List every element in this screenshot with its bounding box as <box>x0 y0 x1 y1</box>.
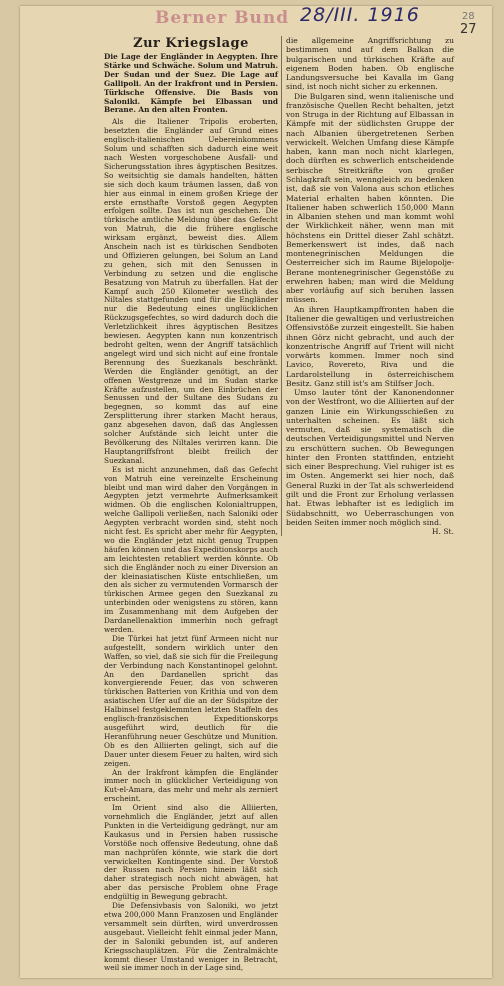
article-paragraph: Es ist nicht anzunehmen, daß das Gefecht von Matruh eine vereinzelte Erscheinung bleibt und man wird daher den Vorgängen in Aegypten jetzt vermehrte Aufmerksamkeit widmen. Ob die englischen Kolonialtruppen, welche Gallipoli verließen, nach Saloniki oder Aegypten verbracht worden sind, steht noch nicht fest. Es spricht aber mehr für Aegypten, wo die Engländer jetzt nicht genug Truppen häufen können und das Expeditionskorps auch am leichtesten retabliert werden könnte. Ob sich die Engländer noch zu einer Diversion an der kleinasiatischen Küste entschließen, um den als sicher zu vermutenden Vormarsch der türkischen Armee gegen den Suezkanal zu unterbinden oder wenigstens zu stören, kann im Zusammenhang mit dem Aufgeben der Dardanellenaktion immerhin noch gefragt werden. <box>104 464 278 634</box>
handwritten-page-top: 28 <box>461 11 475 22</box>
article-paragraph: die allgemeine Angriffsrichtung zu bestimmen und auf dem Balkan die bulgarischen und türkischen Kräfte auf eigenem Boden haben. Ob englische Landungsversuche bei Kavalla im Gang sind, ist noch nicht sicher zu erkennen. <box>286 36 454 92</box>
article-lead: Die Lage der Engländer in Aegypten. Ihre Stärke und Schwäche. Solum und Matruh. Der Sudan und der Suez. Die Lage auf Gallipoli. An der Irakfront und in Persien. Türkische Offensive. Die Basis von Saloniki. Kämpfe bei Elbassan und Berane. An den alten Fronten. <box>104 52 278 115</box>
handwritten-page-number <box>460 10 477 36</box>
article-paragraph: Umso lauter tönt der Kanonendonner von der Westfront, wo die Alliierten auf der ganzen Linie ein Wirkungsschießen zu unterhalten scheinen. Es läßt sich vermuten, daß sie systematisch die deutschen Verteidigungsmittel und Nerven zu erschüttern suchen. Ob Bewegungen hinter den Fronten stattfinden, entzieht sich einer Besprechung. Viel ruhiger ist es im Osten. Angemerkt sei hier noch, daß General Ruzki in der Tat als schwerleidend gilt und die Front zur Erholung verlassen hat. Etwas lebhafter ist es lediglich im Südabschnitt, wo Ueberraschungen von beiden Seiten immer noch möglich sind. <box>286 388 454 527</box>
article-paragraph: An der Irakfront kämpfen die Engländer immer noch in glücklicher Verteidigung von Kut-el-Amara, das mehr und mehr als zerniert erscheint. <box>104 767 278 804</box>
article-paragraph: Die Bulgaren sind, wenn italienische und französische Quellen Recht behalten, jetzt von Struga in der Richtung auf Elbassan in Kämpfe mit der südlichsten Gruppe der nach Albanien übergetretenen Serben verwickelt. Welchen Umfang diese Kämpfe haben, kann man noch nicht klarlegen, doch dürften es schwerlich entscheidende serbische Streitkräfte von großer Schlagkraft sein, wenngleich zu bedenken ist, daß sie von Valona aus schon etliches Material erhalten haben könnten. Die Italiener haben schwerlich 150,000 Mann in Albanien stehen und man kommt wohl der Wirklichkeit näher, wenn man mit höchstens ein Drittel dieser Zahl schätzt. Bemerkenswert ist indes, daß nach montenegrinischen Meldungen die Oesterreicher sich im Raume Bijelopolje-Berane montenegrinischer Gegenstöße zu erwehren haben; man wird die Meldung aber vorläufig auf sich beruhen lassen müssen. <box>286 91 454 305</box>
handwritten-page-main: 27 <box>460 22 477 37</box>
article-paragraph: An ihren Hauptkampffronten haben die Italiener die gewaltigen und verlustreichen Offensivstöße zurzeit eingestellt. Sie haben ihnen Görz nicht gebracht, und auch der konzentrische Angriff auf Trient will nicht vorwärts kommen. Immer noch sind Lavico, Rovereto, Riva und die Lardarolstellung in österreichischem Besitz. Ganz still ist's am Stilfser Joch. <box>286 304 454 388</box>
article-left-column <box>104 36 278 973</box>
handwritten-date: 28/III. 1916 <box>300 4 420 26</box>
article-paragraph: Die Türkei hat jetzt fünf Armeen nicht nur aufgestellt, sondern wirklich unter den Waffen, so viel, daß sie sich für die Freilegung der Verbindung nach Konstantinopel gelohnt. An den Dardanellen spricht das konvergierende Feuer, das von schweren türkischen Batterien von Krithia und von dem asiatischen Ufer auf die an der Südspitze der Halbinsel festgeklemmten letzten Staffeln des englisch-französischen Expeditionskorps ausgeführt wird, deutlich für die Heranführung neuer Geschütze und Munition. Ob es den Alliierten gelingt, sich auf die Dauer unter diesem Feuer zu halten, wird sich zeigen. <box>104 633 278 768</box>
article-signature: H. St. <box>431 527 454 537</box>
newspaper-masthead: Berner Bund <box>155 8 290 28</box>
article-title: Zur Kriegslage <box>133 36 249 51</box>
article-paragraph: Im Orient sind also die Alliierten, vornehmlich die Engländer, jetzt auf allen Punkten in die Verteidigung gedrängt, nur am Kaukasus und in Persien haben russische Vorstöße noch offensive Bedeutung, ohne daß man nachprüfen könnte, wie stark die dort verwickelten Kontingente sind. Der Vorstoß der Russen nach Persien hinein läßt sich daher strategisch noch nicht abwägen, hat aber das persische Problem ohne Frage endgültig in Bewegung gebracht. <box>104 803 278 902</box>
article-paragraph: Die Defensivbasis von Saloniki, wo jetzt etwa 200,000 Mann Franzosen und Engländer versammelt sein dürften, wird unverdrossen ausgebaut. Vielleicht fehlt einmal jeder Mann, der in Saloniki gebunden ist, auf anderen Kriegsschauplätzen. Für die Zentralmächte kommt dieser Umstand weniger in Betracht, weil sie immer noch in der Lage sind, <box>104 901 278 973</box>
article-right-column <box>286 36 454 536</box>
article-paragraph: Als die Italiener Tripolis eroberten, besetzten die Engländer auf Grund eines englisch-italienischen Uebereinkommens Solum und schafften sich dadurch eine weit nach Westen vorgeschobene Ausfall- und Sicherungsstation ihres ägyptischen Besitzes. So weitsichtig sie damals handelten, hätten sie sich doch kaum träumen lassen, daß von hier aus einmal in einem großen Kriege der erste ernsthafte Vorstoß gegen Aegypten erfolgen sollte. Das ist nun geschehen. Die türkische amtliche Meldung über das Gefecht von Matruh, die die frühere englische wirksam ergänzt, beweist dies. Allem Anschein nach ist es türkischen Sendboten und Offizieren gelungen, bei Solum an Land zu gehen, sich mit den Senussen in Verbindung zu setzen und die englische Besatzung von Matruh zu überfallen. Hat der Kampf auch 250 Kilometer westlich des Niltales stattgefunden und für die Engländer nur die Bedeutung eines unglücklichen Rückzugsgefechtes, so wird dadurch doch die Verletzlichkeit ihres ägyptischen Besitzes bewiesen. Aegypten kann nun konzentrisch bedroht gelten, wenn der Angriff tatsächlich angelegt wird und sich nicht auf eine frontale Berennung des Suezkanals beschränkt. Werden die Engländer genötigt, an der offenen Westgrenze und im Sudan starke Kräfte aufzustellen, um den Einbrüchen der Senussen und der Sultane des Sudans zu begegnen, so kommt das auf eine Zersplitterung ihrer starken Macht heraus, ganz abgesehen davon, daß das Anglessen solcher Aufstände sich leicht unter die Bevölkerung des Niltales verirren kann. Die Hauptangriffsfront bleibt freilich der Suezkanal. <box>104 117 278 465</box>
column-divider <box>281 36 282 536</box>
